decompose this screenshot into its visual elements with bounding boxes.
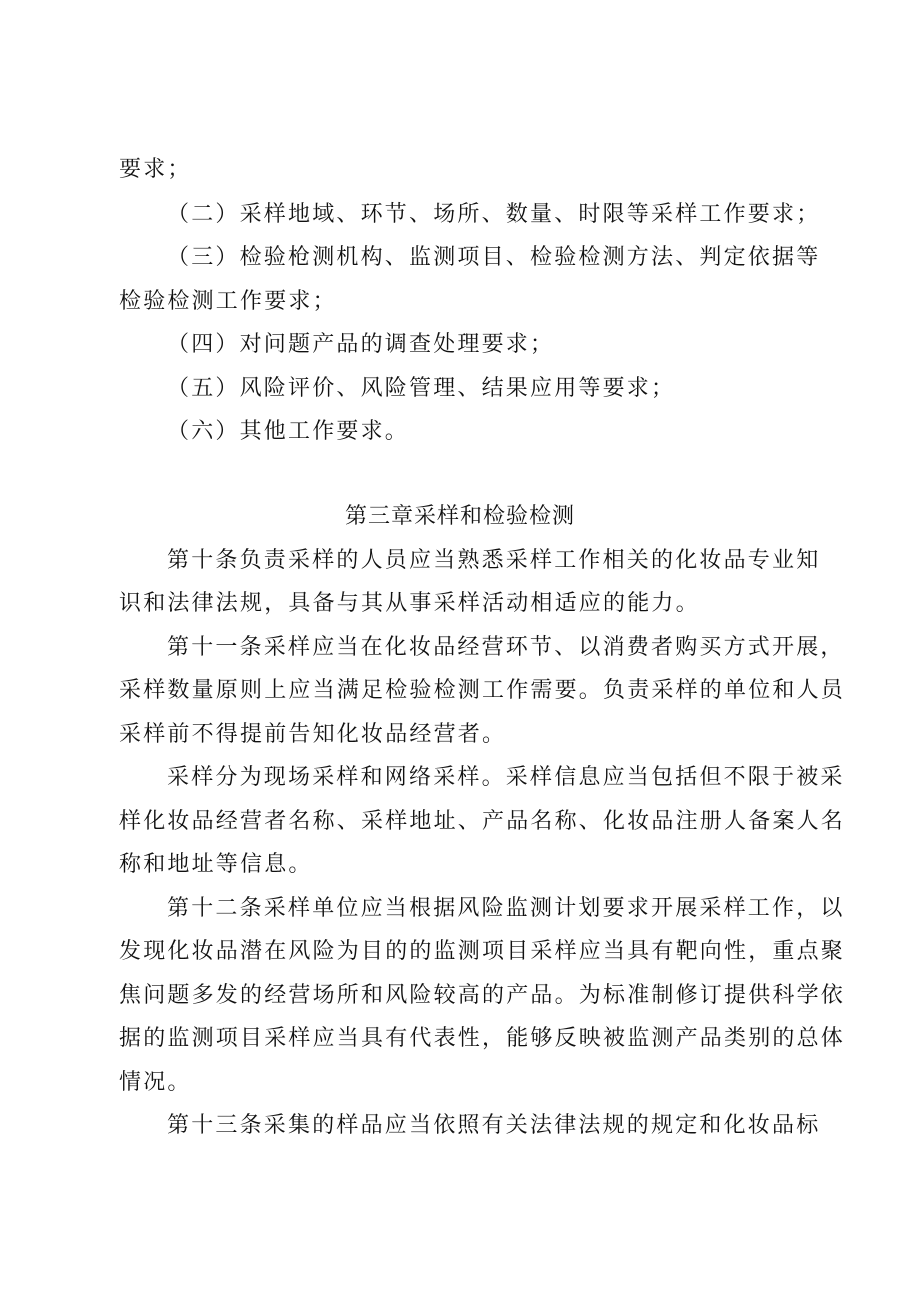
text-line: 采样分为现场采样和网络采样。采样信息应当包括但不限于被采: [167, 765, 845, 790]
text-line: （三）检验枪测机构、监测项目、检验检测方法、判定依据等: [167, 245, 821, 270]
text-line: 焦问题多发的经营场所和风险较高的产品。为标准制修订提供科学依: [119, 983, 846, 1008]
text-line: 第十一条采样应当在化妆品经营环节、以消费者购买方式开展，: [167, 635, 845, 660]
text-line: 第十条负责采样的人员应当熟悉采样工作相关的化妆品专业知: [167, 548, 821, 573]
text-line: 第十三条采集的样品应当依照有关法律法规的规定和化妆品标: [167, 1113, 821, 1138]
text-line: （五）风险评价、风险管理、结果应用等要求；: [167, 376, 676, 401]
text-line: 识和法律法规，具备与其从事采样活动相适应的能力。: [119, 591, 700, 616]
text-line: 第十二条采样单位应当根据风险监测计划要求开展采样工作，以: [167, 896, 845, 921]
text-line: 据的监测项目采样应当具有代表性，能够反映被监测产品类别的总体: [119, 1026, 846, 1051]
text-line: 采样数量原则上应当满足检验检测工作需要。负责采样的单位和人员: [119, 678, 846, 703]
text-line: （六）其他工作要求。: [167, 419, 410, 444]
text-line: 样化妆品经营者名称、采样地址、产品名称、化妆品注册人备案人名: [119, 809, 846, 834]
text-line: （二）采样地域、环节、场所、数量、时限等采样工作要求；: [167, 202, 821, 227]
text-line: （四）对问题产品的调查处理要求；: [167, 332, 555, 357]
text-line: 情况。: [119, 1070, 192, 1095]
text-line: 要求；: [119, 157, 192, 182]
text-line: 检验检测工作要求；: [119, 289, 337, 314]
text-line: 采样前不得提前告知化妆品经营者。: [119, 722, 507, 747]
text-line: 发现化妆品潜在风险为目的的监测项目采样应当具有靶向性，重点聚: [119, 939, 846, 964]
chapter-heading: 第三章采样和检验检测: [344, 504, 575, 529]
text-line: 称和地址等信息。: [119, 852, 313, 877]
